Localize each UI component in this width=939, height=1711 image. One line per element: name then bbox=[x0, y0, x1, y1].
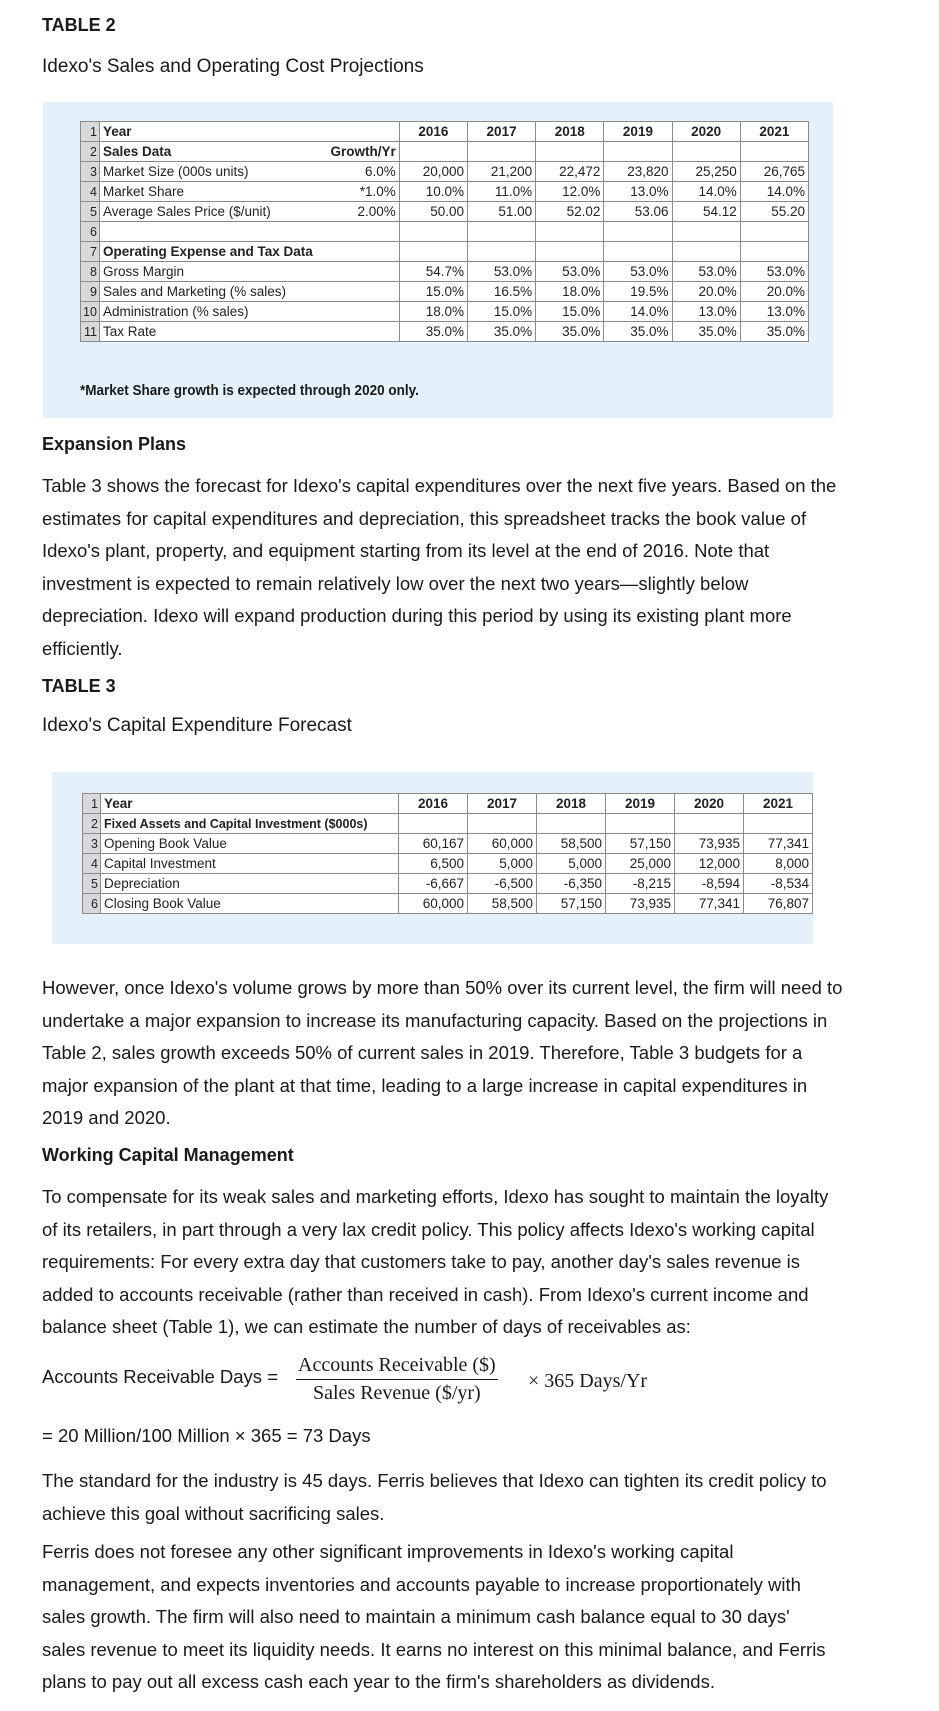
ferris-paragraph: Ferris does not foresee any other significant improvements in Idexo's working capital management, and expects inventories and accounts payable to increase proportionately with sales growth. The firm will also need to maintain a minimum cash balance equal to 30 days' sales revenue to meet its liquidity needs. It earns no interest on this minimal balance, and Ferris plans to pay out all excess cash each year to the firm's shareholders as dividends. bbox=[42, 1541, 826, 1692]
table3-row-year: 1 Year 2016 2017 2018 2019 2020 2021 bbox=[83, 794, 813, 814]
formula-denominator: Sales Revenue ($/yr) bbox=[312, 1382, 481, 1404]
formula-fraction bbox=[296, 1354, 498, 1405]
table3-spreadsheet bbox=[82, 793, 813, 914]
industry-standard-paragraph: The standard for the industry is 45 days. Ferris believes that Idexo can tighten its credit policy to achieve this goal without sacrificing sales. bbox=[42, 1470, 827, 1524]
table2-row-blank: 6 bbox=[81, 222, 809, 242]
table2-row-year: 1 Year 2016 2017 2018 2019 2020 2021 bbox=[81, 122, 809, 142]
formula-numerator: Accounts Receivable ($) bbox=[296, 1354, 498, 1380]
expansion-heading: Expansion Plans bbox=[42, 434, 187, 454]
table3-row-depreciation: 5 Depreciation -6,667 -6,500 -6,350 -8,215 -8,594 -8,534 bbox=[83, 874, 813, 894]
expansion-paragraph: Table 3 shows the forecast for Idexo's capital expenditures over the next five years. Based on the estimates for capital expenditures and depreciation, this spreadsheet tracks the book value of Idexo's plant, property, and equipment starting from its level at the end of 2016. Note that investment is expected to remain relatively low over the next two years—slightly below depreciation. Idexo will expand production during this period by using its existing plant more efficiently. bbox=[42, 475, 837, 659]
table3-row-fixed-assets: 2 Fixed Assets and Capital Investment ($000s) bbox=[83, 814, 813, 834]
table2-title: Idexo's Sales and Operating Cost Projections bbox=[42, 56, 424, 77]
table3-title: Idexo's Capital Expenditure Forecast bbox=[42, 715, 352, 736]
table2-row-avg-price: 5 Average Sales Price ($/unit) 2.00% 50.00 51.00 52.02 53.06 54.12 55.20 bbox=[81, 202, 809, 222]
formula-multiplier: × 365 Days/Yr bbox=[528, 1370, 648, 1392]
table2-row-administration: 10 Administration (% sales) 18.0% 15.0% 15.0% 14.0% 13.0% 13.0% bbox=[81, 302, 809, 322]
table2-row-tax-rate: 11 Tax Rate 35.0% 35.0% 35.0% 35.0% 35.0% 35.0% bbox=[81, 322, 809, 342]
table2-row-sales-marketing: 9 Sales and Marketing (% sales) 15.0% 16.5% 18.0% 19.5% 20.0% 20.0% bbox=[81, 282, 809, 302]
table2-spreadsheet bbox=[80, 121, 809, 342]
table2-row-gross-margin: 8 Gross Margin 54.7% 53.0% 53.0% 53.0% 53.0% 53.0% bbox=[81, 262, 809, 282]
formula-result: = 20 Million/100 Million × 365 = 73 Days bbox=[42, 1425, 371, 1446]
however-paragraph: However, once Idexo's volume grows by more than 50% over its current level, the firm will need to undertake a major expansion to increase its manufacturing capacity. Based on the projections in Table 2, sales growth exceeds 50% of current sales in 2019. Therefore, Table 3 budgets for a major expansion of the plant at that time, leading to a large increase in capital expenditures in 2019 and 2020. bbox=[42, 977, 843, 1128]
table2-row-sales-data: 2 Sales Data Growth/Yr bbox=[81, 142, 809, 162]
table2-row-market-share: 4 Market Share *1.0% 10.0% 11.0% 12.0% 13.0% 14.0% 14.0% bbox=[81, 182, 809, 202]
table2-footnote: *Market Share growth is expected through 2020 only. bbox=[80, 382, 419, 399]
table2-row-market-size: 3 Market Size (000s units) 6.0% 20,000 21,200 22,472 23,820 25,250 26,765 bbox=[81, 162, 809, 182]
table3-row-capital-investment: 4 Capital Investment 6,500 5,000 5,000 25,000 12,000 8,000 bbox=[83, 854, 813, 874]
working-capital-heading: Working Capital Management bbox=[42, 1145, 294, 1165]
table2-label: TABLE 2 bbox=[42, 15, 116, 35]
table2-row-opex-header: 7 Operating Expense and Tax Data bbox=[81, 242, 809, 262]
table3-label: TABLE 3 bbox=[42, 676, 116, 696]
working-capital-paragraph: To compensate for its weak sales and marketing efforts, Idexo has sought to maintain the loyalty of its retailers, in part through a very lax credit policy. This policy affects Idexo's working capital requirements: For every extra day that customers take to pay, another day's sales revenue is added to accounts receivable (rather than received in cash). From Idexo's current income and balance sheet (Table 1), we can estimate the number of days of receivables as: bbox=[42, 1186, 829, 1337]
formula-lhs: Accounts Receivable Days = bbox=[42, 1366, 278, 1387]
table3-row-opening-book-value: 3 Opening Book Value 60,167 60,000 58,500 57,150 73,935 77,341 bbox=[83, 834, 813, 854]
table3-row-closing-book-value: 6 Closing Book Value 60,000 58,500 57,150 73,935 77,341 76,807 bbox=[83, 894, 813, 914]
